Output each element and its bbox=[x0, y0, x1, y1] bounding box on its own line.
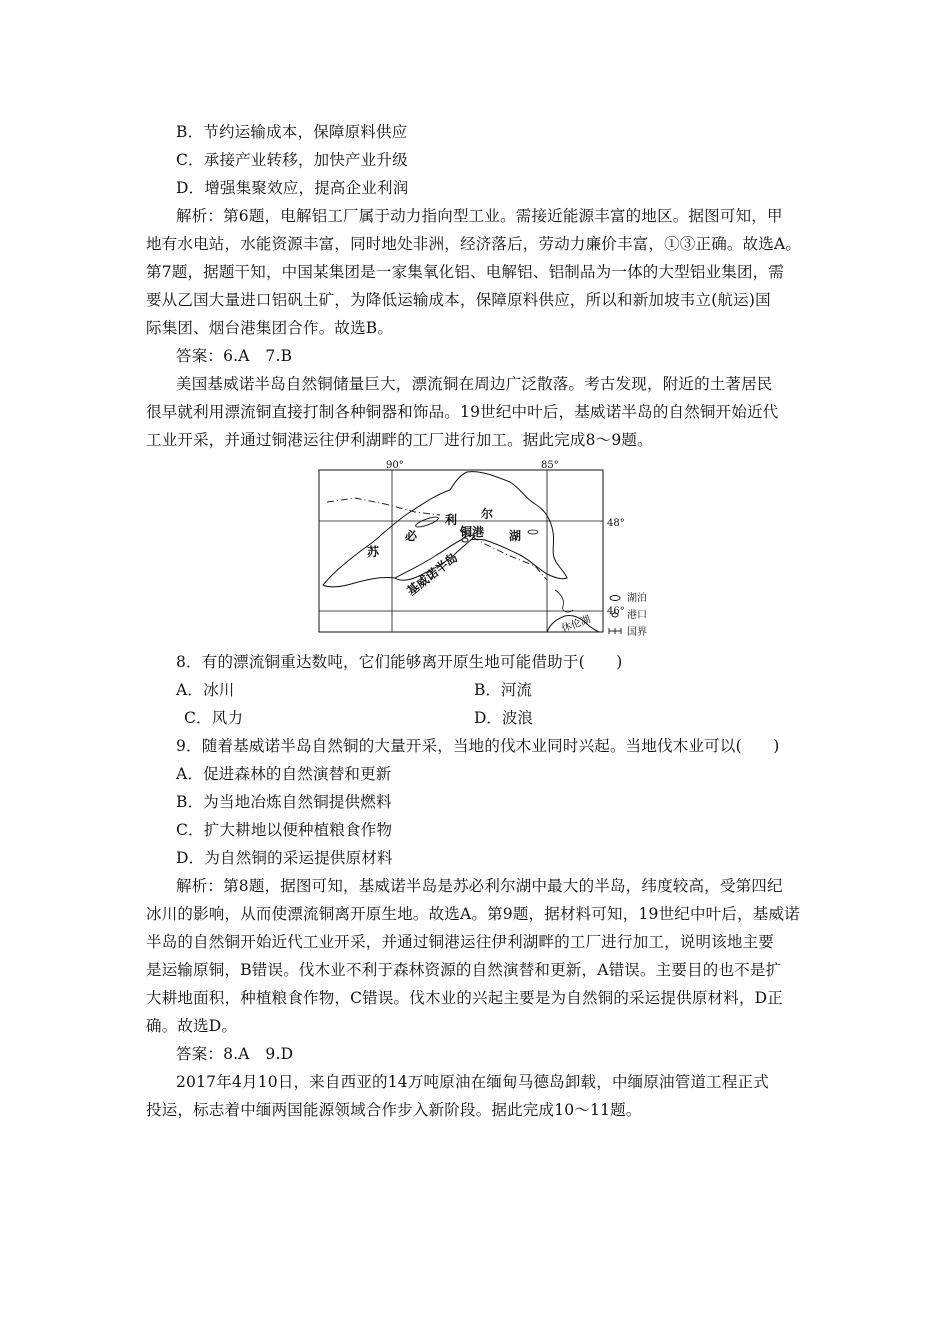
q8-option-d: D．波浪 bbox=[474, 709, 533, 727]
label-huron: 休伦湖 bbox=[560, 614, 593, 635]
q7-option-b: B．节约运输成本，保障原料供应 bbox=[176, 123, 408, 141]
answer-67: 答案：6.A 7.B bbox=[176, 347, 293, 365]
q9-option-d: D．为自然铜的采运提供原材料 bbox=[176, 849, 393, 867]
analysis-67-line-3: 第7题，据题干知，中国某集团是一家集氧化铝、电解铝、铝制品为一体的大型铝业集团，需 bbox=[146, 263, 785, 281]
label-lon-85: 85° bbox=[541, 460, 559, 471]
label-lat-46: 46° bbox=[607, 606, 625, 617]
q9-option-b: B．为当地冶炼自然铜提供燃料 bbox=[176, 793, 392, 811]
intro-89-line-3: 工业开采，并通过铜港运往伊利湖畔的工厂进行加工。据此完成8～9题。 bbox=[146, 431, 653, 449]
q8-option-a: A．冰川 bbox=[176, 681, 235, 699]
analysis-67-line-4: 要从乙国大量进口铝矾土矿，为降低运输成本，保障原料供应，所以和新加坡韦立(航运)国 bbox=[146, 291, 771, 309]
legend-lake-symbol bbox=[610, 596, 620, 601]
lake-char-3: 利 bbox=[445, 513, 458, 527]
intro-1011-line-2: 投运，标志着中缅两国能源领域合作步入新阶段。据此完成10～11题。 bbox=[146, 1101, 642, 1119]
analysis-67-line-2: 地有水电站，水能资源丰富，同时地处非洲，经济落后，劳动力廉价丰富，①③正确。故选A。 bbox=[146, 235, 802, 253]
q7-option-c: C．承接产业转移，加快产业升级 bbox=[176, 151, 408, 169]
intro-1011-line-1: 2017年4月10日，来自西亚的14万吨原油在缅甸马德岛卸载，中缅原油管道工程正式 bbox=[176, 1073, 769, 1091]
q8-option-b: B．河流 bbox=[474, 681, 532, 699]
analysis-67-line-5: 际集团、烟台港集团合作。故选B。 bbox=[146, 319, 394, 337]
label-port: 铜港 bbox=[460, 525, 485, 539]
analysis-89-line-6: 确。故选D。 bbox=[146, 1017, 238, 1035]
label-peninsula: 基威诺半岛 bbox=[404, 550, 461, 599]
analysis-89-line-3: 半岛的自然铜开始近代工业开采，并通过铜港运往伊利湖畔的工厂进行加工，说明该地主要 bbox=[146, 933, 775, 951]
legend-lake: 湖泊 bbox=[627, 593, 647, 604]
legend-port: 港口 bbox=[627, 610, 647, 621]
analysis-89-line-1: 解析：第8题，据图可知，基威诺半岛是苏必利尔湖中最大的半岛，纬度较高，受第四纪 bbox=[176, 877, 783, 895]
lake-char-4: 尔 bbox=[481, 507, 494, 521]
channel-coast bbox=[555, 590, 573, 612]
legend-border: 国界 bbox=[627, 627, 647, 638]
q8-option-c: C．风力 bbox=[184, 709, 244, 727]
analysis-89-line-4: 是运输原铜，B错误。伐木业不利于森林资源的自然演替和更新，A错误。主要目的也不是扩 bbox=[146, 961, 782, 979]
analysis-89-line-5: 大耕地面积，种植粮食作物，C错误。伐木业的兴起主要是为自然铜的采运提供原材料，D正 bbox=[146, 989, 783, 1007]
q7-option-d: D．增强集聚效应，提高企业利润 bbox=[176, 179, 409, 197]
lake-char-5: 湖 bbox=[509, 529, 522, 543]
small-island bbox=[528, 530, 538, 534]
intro-89-line-1: 美国基威诺半岛自然铜储量巨大，漂流铜在周边广泛散落。考古发现，附近的土著居民 bbox=[176, 375, 773, 393]
q9-option-c: C．扩大耕地以便种植粮食作物 bbox=[176, 821, 393, 839]
q9-option-a: A．促进森林的自然演替和更新 bbox=[176, 765, 392, 783]
intro-89-line-2: 很早就利用漂流铜直接打制各种铜器和饰品。19世纪中叶后，基威诺半岛的自然铜开始近代 bbox=[146, 403, 779, 421]
answer-89: 答案：8.A 9.D bbox=[176, 1045, 294, 1063]
lake-char-1: 苏 bbox=[367, 545, 380, 559]
isle-royale bbox=[415, 515, 440, 529]
label-lon-90: 90° bbox=[386, 460, 404, 471]
lake-char-2: 必 bbox=[405, 529, 418, 543]
lake-superior-map bbox=[315, 460, 655, 645]
q9-stem: 9．随着基威诺半岛自然铜的大量开采，当地的伐木业同时兴起。当地伐木业可以( ) bbox=[176, 737, 780, 755]
label-lat-48: 48° bbox=[607, 518, 625, 529]
analysis-89-line-2: 冰川的影响，从而使漂流铜离开原生地。故选A。第9题，据材料可知，19世纪中叶后，基威诺 bbox=[146, 905, 800, 923]
q8-stem: 8．有的漂流铜重达数吨，它们能够离开原生地可能借助于( ) bbox=[176, 653, 623, 671]
analysis-67-line-1: 解析：第6题，电解铝工厂属于动力指向型工业。需接近能源丰富的地区。据图可知，甲 bbox=[176, 207, 783, 225]
